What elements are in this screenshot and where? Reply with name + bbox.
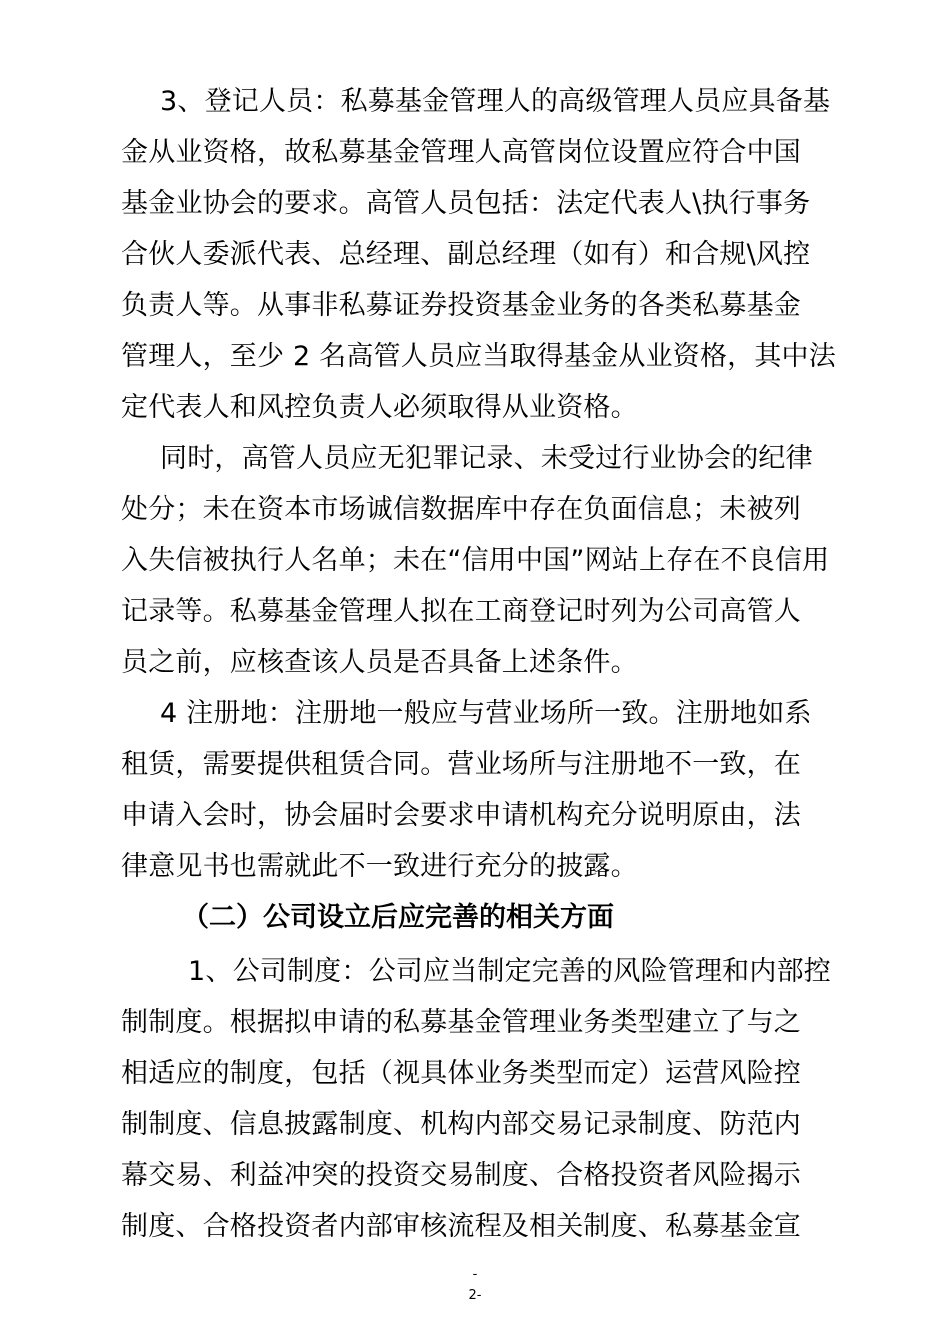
paragraph-line: 处分；未在资本市场诚信数据库中存在负面信息；未被列 <box>121 494 801 525</box>
paragraph-line: 金从业资格，故私募基金管理人高管岗位设置应符合中国 <box>121 137 801 168</box>
paragraph-line: 4 注册地：注册地一般应与营业场所一致。注册地如系 <box>160 698 812 729</box>
paragraph-line: 3、登记人员：私募基金管理人的高级管理人员应具备基 <box>160 86 831 117</box>
paragraph-line: 制制度。根据拟申请的私募基金管理业务类型建立了与之 <box>121 1007 801 1038</box>
paragraph-line: 定代表人和风控负责人必须取得从业资格。 <box>121 392 638 423</box>
paragraph-line: 制制度、信息披露制度、机构内部交易记录制度、防范内 <box>121 1109 801 1140</box>
footer-dash: - <box>472 1267 478 1282</box>
paragraph-line: 申请入会时，协会届时会要求申请机构充分说明原由，法 <box>121 800 801 831</box>
paragraph-line: 律意见书也需就此不一致进行充分的披露。 <box>121 851 638 882</box>
paragraph-line: 管理人，至少 2 名高管人员应当取得基金从业资格，其中法 <box>121 341 836 372</box>
paragraph-line: 记录等。私募基金管理人拟在工商登记时列为公司高管人 <box>121 596 801 627</box>
paragraph-line: 制度、合格投资者内部审核流程及相关制度、私募基金宣 <box>121 1211 801 1242</box>
paragraph-line: 员之前，应核查该人员是否具备上述条件。 <box>121 647 638 678</box>
paragraph-line: 同时，高管人员应无犯罪记录、未受过行业协会的纪律 <box>160 443 813 474</box>
paragraph-line: 基金业协会的要求。高管人员包括：法定代表人\执行事务 <box>121 188 811 219</box>
paragraph-line: 相适应的制度，包括（视具体业务类型而定）运营风险控 <box>121 1058 801 1089</box>
paragraph-line: 租赁，需要提供租赁合同。营业场所与注册地不一致，在 <box>121 749 801 780</box>
paragraph-line: 负责人等。从事非私募证券投资基金业务的各类私募基金 <box>121 290 801 321</box>
paragraph-line: 入失信被执行人名单；未在“信用中国”网站上存在不良信用 <box>121 545 830 576</box>
page-number: 2- <box>468 1288 482 1303</box>
section-heading: （二）公司设立后应完善的相关方面 <box>182 902 614 933</box>
paragraph-line: 合伙人委派代表、总经理、副总经理（如有）和合规\风控 <box>121 239 811 270</box>
paragraph-line: 幕交易、利益冲突的投资交易制度、合格投资者风险揭示 <box>121 1160 801 1191</box>
paragraph-line: 1、公司制度：公司应当制定完善的风险管理和内部控 <box>188 956 831 987</box>
